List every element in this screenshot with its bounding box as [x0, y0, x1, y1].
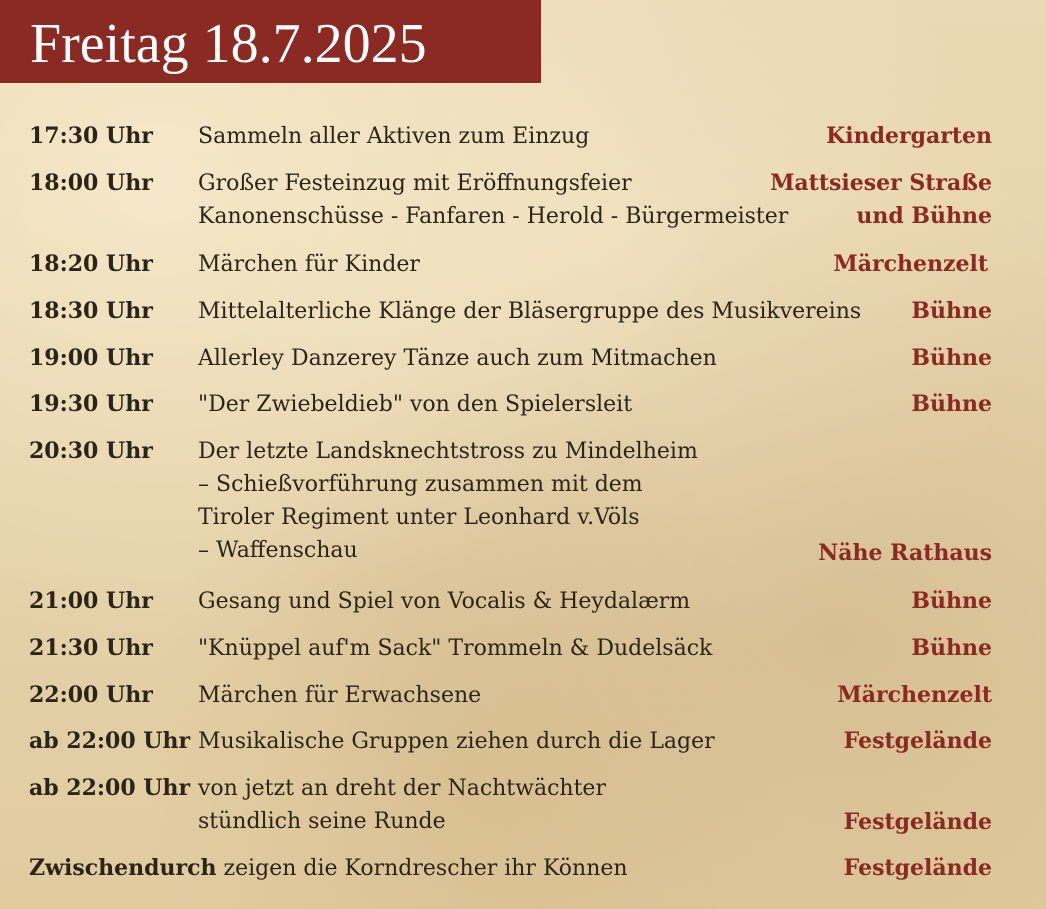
event-description-line: Sammeln aller Aktiven zum Einzug	[198, 124, 590, 149]
event-location-line: Mattsieser Straße	[770, 170, 992, 196]
footer-note	[29, 852, 628, 885]
event-time: 18:30 Uhr	[29, 298, 153, 324]
event-location-line: Märchenzelt	[837, 682, 992, 708]
footer-label: Zwischendurch	[29, 855, 217, 881]
event-time: ab 22:00 Uhr	[29, 775, 191, 801]
event-description-line: – Waffenschau	[198, 538, 358, 563]
event-description-line: von jetzt an dreht der Nachtwächter	[198, 776, 606, 801]
event-time: 18:20 Uhr	[29, 251, 153, 277]
event-description-line: Musikalische Gruppen ziehen durch die Lager	[198, 729, 715, 754]
event-location-line: Bühne	[911, 345, 992, 371]
event-location	[833, 248, 988, 281]
event-description-line: Gesang und Spiel von Vocalis & Heydalærm	[198, 589, 691, 614]
event-location	[911, 632, 992, 665]
page-title: Freitag 18.7.2025	[30, 13, 427, 75]
event-time: 19:00 Uhr	[29, 345, 153, 371]
header-banner	[0, 0, 541, 83]
event-location-line: Nähe Rathaus	[818, 540, 992, 566]
footer-location: Festgelände	[843, 855, 992, 881]
event-description	[198, 388, 632, 421]
event-time: 17:30 Uhr	[29, 123, 153, 149]
event-description-line: Der letzte Landsknechtstross zu Mindelheim	[198, 439, 698, 464]
event-location-line: Bühne	[911, 588, 992, 614]
event-description	[198, 585, 690, 618]
event-description	[198, 632, 712, 665]
event-description-line: Kanonenschüsse - Fanfaren - Herold - Bürgermeister	[198, 204, 789, 229]
event-description	[198, 248, 420, 281]
event-location-line: Festgelände	[843, 728, 992, 754]
event-description-line: Märchen für Kinder	[198, 252, 420, 277]
event-location	[911, 585, 992, 618]
event-description	[198, 772, 606, 838]
event-location	[818, 537, 992, 570]
event-description	[198, 167, 788, 233]
event-time: 22:00 Uhr	[29, 682, 153, 708]
event-description-line: stündlich seine Runde	[198, 809, 446, 834]
event-time: ab 22:00 Uhr	[29, 728, 191, 754]
event-description	[198, 295, 861, 328]
event-description-line: "Der Zwiebeldieb" von den Spielersleit	[198, 392, 633, 417]
event-location-line: Kindergarten	[826, 123, 992, 149]
event-location	[844, 806, 992, 839]
event-location	[911, 295, 992, 328]
event-time: 18:00 Uhr	[29, 170, 153, 196]
event-time: 21:30 Uhr	[29, 635, 153, 661]
event-time: 19:30 Uhr	[29, 391, 153, 417]
event-description	[198, 120, 589, 153]
event-time: 21:00 Uhr	[29, 588, 153, 614]
event-description	[198, 435, 698, 567]
event-description	[198, 679, 481, 712]
footer-text: zeigen die Korndrescher ihr Können	[216, 856, 628, 881]
event-location-line: Bühne	[911, 635, 992, 661]
event-location	[844, 725, 992, 758]
event-description	[198, 342, 717, 375]
event-description-line: "Knüppel auf'm Sack" Trommeln & Dudelsäck	[198, 636, 713, 661]
event-location-line: Festgelände	[843, 809, 992, 835]
event-location	[826, 120, 992, 153]
event-description-line: Großer Festeinzug mit Eröffnungsfeier	[198, 171, 632, 196]
event-description-line: Tiroler Regiment unter Leonhard v.Völs	[198, 505, 640, 530]
event-time: 20:30 Uhr	[29, 438, 153, 464]
event-location	[770, 167, 992, 233]
event-description-line: – Schießvorführung zusammen mit dem	[198, 472, 643, 497]
event-description-line: Allerley Danzerey Tänze auch zum Mitmachen	[198, 346, 717, 371]
event-location-line: Bühne	[911, 298, 992, 324]
event-description-line: Märchen für Erwachsene	[198, 683, 482, 708]
event-location-line: Märchenzelt	[833, 251, 988, 277]
event-location	[837, 679, 992, 712]
event-location-line: Bühne	[911, 391, 992, 417]
event-location	[911, 342, 992, 375]
event-description-line: Mittelalterliche Klänge der Bläsergruppe des Musikvereins	[198, 299, 862, 324]
event-location	[911, 388, 992, 421]
event-description	[198, 725, 715, 758]
event-location-line: und Bühne	[856, 203, 992, 229]
